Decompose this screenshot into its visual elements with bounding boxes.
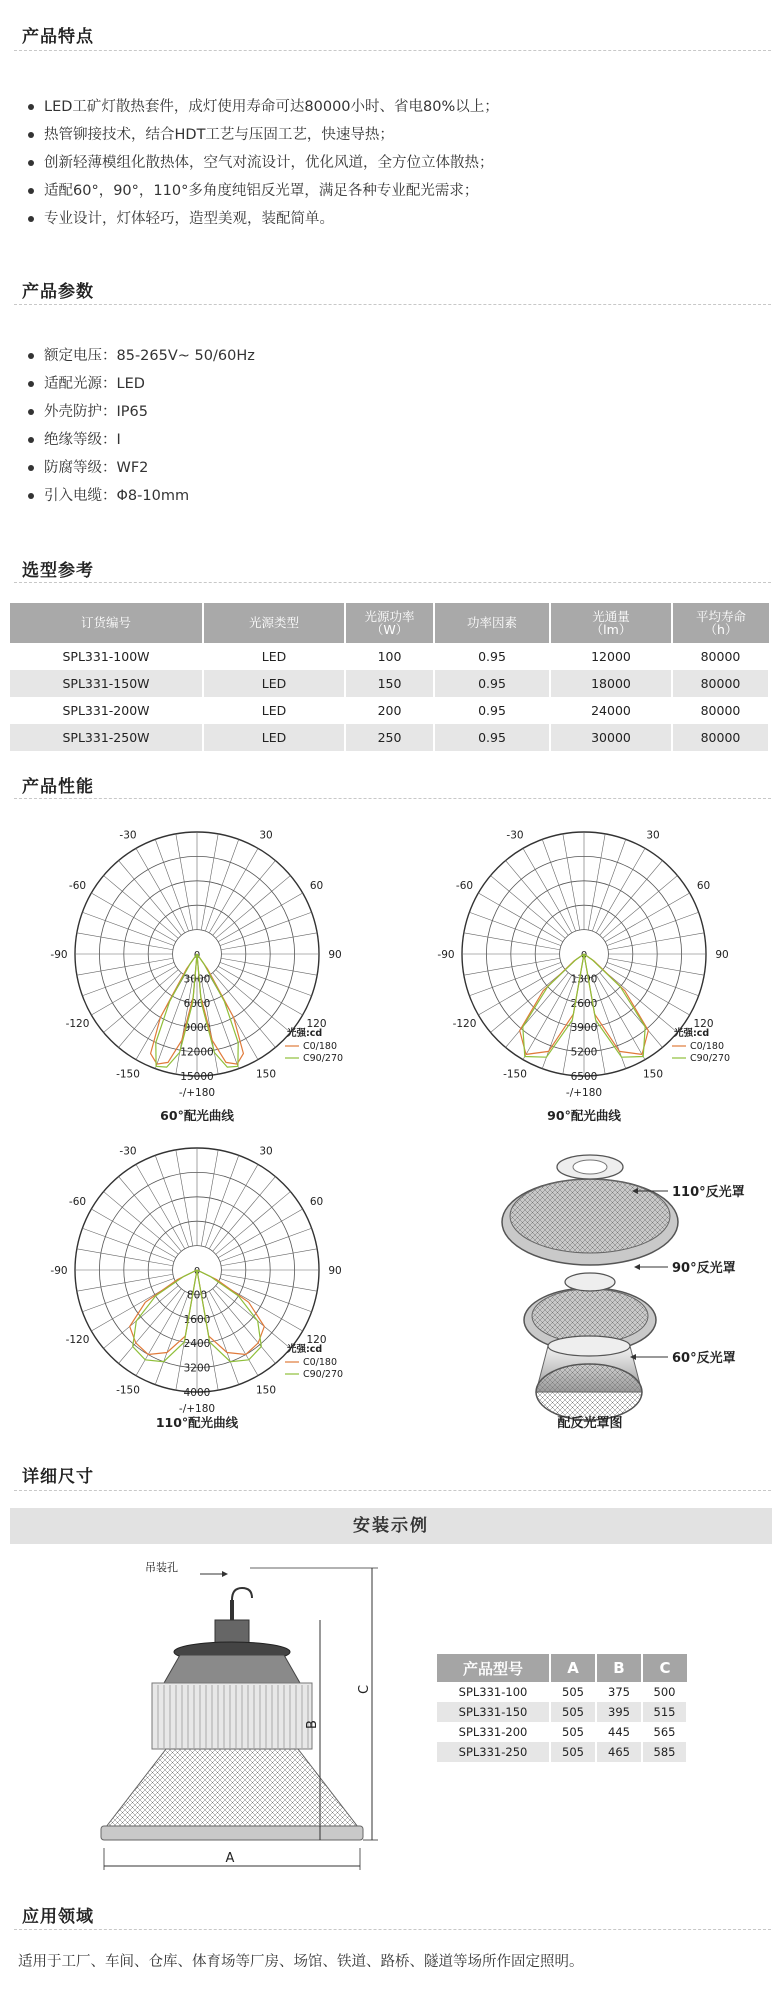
selection-divider [14, 582, 771, 583]
list-item: 专业设计，灯体轻巧，造型美观，装配简单。 [26, 205, 499, 233]
hook-icon [232, 1588, 252, 1600]
polar-spoke [155, 1155, 188, 1247]
polar-angle-label: 60 [309, 880, 324, 892]
polar-spoke [209, 1164, 258, 1249]
polar-spoke [605, 966, 690, 1015]
polar-caption: 60°配光曲线 [160, 1108, 234, 1123]
polar-spoke [469, 912, 561, 945]
polar-angle-label: -120 [65, 1334, 90, 1346]
polar-angle-label: -30 [119, 829, 137, 842]
table-row [437, 1702, 687, 1722]
polar-spoke [77, 958, 173, 975]
polar-angle-label: 60 [696, 880, 711, 892]
polar-spoke [221, 1274, 317, 1291]
cell: 565 [642, 1722, 687, 1742]
polar-spoke [77, 1274, 173, 1291]
polar-radial-label: 5200 [570, 1046, 598, 1059]
polar-chart-60 [50, 829, 343, 1123]
list-item: 防腐等级：WF2 [26, 454, 255, 482]
polar-spoke [91, 966, 176, 1015]
polar-spoke [176, 834, 193, 930]
polar-center-label: 0 [193, 950, 201, 961]
polar-spoke [216, 876, 291, 939]
header-unit: （W） [370, 622, 409, 637]
polar-angle-label: 90 [328, 1265, 342, 1277]
polar-spoke [104, 1192, 179, 1255]
polar-angle-label: -/+180 [178, 1403, 216, 1415]
polar-spoke [91, 893, 176, 942]
col-header [203, 603, 345, 643]
polar-spoke [216, 1286, 291, 1349]
cell: 0.95 [434, 724, 550, 751]
polar-angle-label: 30 [646, 829, 660, 842]
legend-label-c90: C90/270 [303, 1053, 344, 1064]
polar-spoke [478, 966, 563, 1015]
arrow-head [634, 1264, 640, 1270]
polar-spoke [82, 962, 174, 995]
polar-spoke [542, 839, 575, 931]
hook-label: 吊装孔 [145, 1561, 178, 1574]
cell: 150 [345, 670, 434, 697]
polar-spoke [205, 1155, 238, 1247]
cell: 0.95 [434, 697, 550, 724]
header-unit: （h） [704, 622, 738, 637]
cell: SPL331-250W [10, 724, 203, 751]
application-text: 适用于工厂、车间、仓库、体育场等厂房、场馆、铁道、路桥、隧道等场所作固定照明。 [18, 1954, 584, 1970]
polar-angle-label: 30 [259, 829, 273, 842]
polar-angle-label: -150 [116, 1384, 140, 1397]
legend-title: 光强:cd [287, 1028, 323, 1039]
polar-radial-label: 3900 [570, 1022, 598, 1035]
polar-spoke [82, 912, 174, 945]
polar-angle-label: -90 [50, 949, 68, 961]
table-row [10, 724, 769, 751]
polar-spoke [104, 970, 179, 1033]
polar-radial-label: 3000 [183, 973, 211, 986]
dimensions-title: 详细尺寸 [22, 1467, 94, 1487]
cell: 505 [550, 1702, 596, 1722]
install-drawing [90, 1550, 430, 1870]
cell: 250 [345, 724, 434, 751]
polar-angle-label: -30 [119, 1145, 137, 1158]
cell: SPL331-150W [10, 670, 203, 697]
reflector-110-illustration [502, 1155, 678, 1265]
polar-spoke [201, 1150, 218, 1246]
table-header-row [10, 603, 769, 643]
table-row [10, 643, 769, 670]
polar-spoke [136, 1164, 185, 1249]
header-label: 订货编号 [80, 615, 131, 631]
polar-spoke [155, 839, 188, 931]
cell: 505 [550, 1722, 596, 1742]
polar-angle-label: -120 [65, 1018, 90, 1030]
cell: 395 [596, 1702, 642, 1722]
polar-spoke [600, 861, 663, 936]
polar-spoke [104, 1286, 179, 1349]
legend-label-c90: C90/270 [303, 1369, 344, 1380]
legend-label-c0: C0/180 [690, 1041, 725, 1052]
polar-spoke [596, 848, 645, 933]
polar-radial-label: 12000 [180, 1046, 214, 1059]
table-row [437, 1722, 687, 1742]
cell: 375 [596, 1682, 642, 1702]
cell: SPL331-250 [437, 1742, 550, 1762]
polar-spoke [221, 933, 317, 950]
polar-radial-label: 15000 [180, 1071, 214, 1083]
cell: 445 [596, 1722, 642, 1742]
polar-chart-110 [50, 1145, 343, 1430]
table-row [10, 697, 769, 724]
polar-spoke [136, 1291, 185, 1376]
polar-spoke [588, 834, 605, 930]
cell: LED [203, 724, 345, 751]
polar-angle-label: 90 [715, 949, 729, 961]
polar-radial-label: 9000 [183, 1022, 211, 1035]
performance-diagrams [0, 800, 776, 1450]
polar-spoke [592, 839, 625, 931]
polar-angle-label: -150 [116, 1068, 140, 1081]
cell: 18000 [550, 670, 672, 697]
polar-angle-label: 150 [255, 1384, 277, 1397]
polar-angle-label: 60 [309, 1196, 324, 1208]
legend-title: 光强:cd [674, 1028, 710, 1039]
cell: 12000 [550, 643, 672, 670]
polar-spoke [216, 1192, 291, 1255]
features-title: 产品特点 [22, 27, 94, 47]
polar-radial-label: 6000 [183, 997, 211, 1010]
polar-spoke [464, 933, 560, 950]
polar-radial-label: 1300 [570, 973, 598, 986]
polar-angle-label: -/+180 [178, 1087, 216, 1099]
polar-radial-label: 6500 [570, 1071, 598, 1083]
header-label: 平均寿命 [695, 608, 746, 624]
polar-spoke [209, 848, 258, 933]
col-header: B [596, 1654, 642, 1682]
polar-angle-label: -30 [506, 829, 524, 842]
legend-label-c0: C0/180 [303, 1041, 338, 1052]
cell: 0.95 [434, 643, 550, 670]
list-item: LED工矿灯散热套件，成灯使用寿命可达80000小时、省电80%以上； [26, 93, 499, 121]
polar-angle-label: 30 [259, 1145, 273, 1158]
polar-spoke [176, 1150, 193, 1246]
cell: SPL331-100 [437, 1682, 550, 1702]
polar-spoke [201, 834, 218, 930]
list-item: 引入电缆：Φ8-10mm [26, 482, 255, 510]
list-item: 创新轻薄模组化散热体，空气对流设计，优化风道，全方位立体散热； [26, 149, 499, 177]
cell: 585 [642, 1742, 687, 1762]
performance-title: 产品性能 [22, 777, 94, 797]
polar-spoke [213, 1177, 276, 1252]
polar-spoke [464, 958, 560, 975]
polar-spoke [605, 893, 690, 942]
polar-spoke [77, 933, 173, 950]
selection-table [10, 603, 770, 751]
polar-radial-label: 2400 [183, 1338, 211, 1351]
polar-spoke [205, 839, 238, 931]
reflector-label: 60°反光罩 [672, 1351, 736, 1366]
polar-angle-label: 150 [642, 1068, 664, 1081]
features-list [26, 93, 499, 233]
cell: 200 [345, 697, 434, 724]
polar-spoke [218, 966, 303, 1015]
install-title-band: 安装示例 [10, 1508, 772, 1544]
polar-spoke [209, 1291, 258, 1376]
polar-spoke [220, 912, 312, 945]
list-item: 外壳防护：IP65 [26, 398, 255, 426]
polar-spoke [136, 848, 185, 933]
dim-b-label: B [305, 1720, 320, 1729]
polar-radial-label: 800 [186, 1289, 208, 1302]
col-header [345, 603, 434, 643]
header-label: 光源功率 [364, 608, 415, 624]
list-item: 绝缘等级：I [26, 426, 255, 454]
polar-spoke [82, 1278, 174, 1311]
cell: LED [203, 697, 345, 724]
polar-spoke [506, 861, 569, 936]
polar-spoke [216, 970, 291, 1033]
col-header [434, 603, 550, 643]
application-divider [14, 1929, 771, 1930]
polar-spoke [218, 893, 303, 942]
cell: 24000 [550, 697, 672, 724]
reflector-rim [101, 1826, 363, 1840]
polar-spoke [491, 876, 566, 939]
header-label: 光通量 [592, 608, 630, 624]
list-item: 适配60°，90°，110°多角度纯铝反光罩，满足各种专业配光需求； [26, 177, 499, 205]
polar-spoke [603, 876, 678, 939]
cell: 100 [345, 643, 434, 670]
reflector-label: 90°反光罩 [672, 1261, 736, 1276]
reflector-caption: 配反光罩图 [557, 1416, 623, 1431]
polar-angle-label: -120 [452, 1018, 477, 1030]
selection-title: 选型参考 [22, 561, 94, 581]
col-header [672, 603, 769, 643]
header-unit: （lm） [590, 622, 632, 637]
polar-radial-label: 3200 [183, 1362, 211, 1375]
legend-title: 光强:cd [287, 1344, 323, 1355]
cell: SPL331-150 [437, 1702, 550, 1722]
polar-spoke [82, 1228, 174, 1261]
polar-spoke [220, 962, 312, 995]
cell: 515 [642, 1702, 687, 1722]
cell: 500 [642, 1682, 687, 1702]
polar-spoke [221, 958, 317, 975]
polar-caption: 90°配光曲线 [547, 1108, 621, 1123]
polar-angle-label: -90 [437, 949, 455, 961]
polar-spoke [91, 1209, 176, 1258]
polar-angle-label: -150 [503, 1068, 527, 1081]
polar-radial-label: 1600 [183, 1313, 211, 1326]
polar-radial-label: 4000 [183, 1387, 211, 1399]
polar-angle-label: 90 [328, 949, 342, 961]
cell: LED [203, 643, 345, 670]
list-item: 额定电压：85-265V~ 50/60Hz [26, 342, 255, 370]
cell: 0.95 [434, 670, 550, 697]
cell: 80000 [672, 670, 769, 697]
polar-angle-label: 150 [255, 1068, 277, 1081]
polar-caption: 110°配光曲线 [155, 1415, 239, 1430]
polar-spoke [220, 1278, 312, 1311]
polar-spoke [221, 1249, 317, 1266]
polar-angle-label: 120 [306, 1334, 327, 1346]
polar-spoke [491, 970, 566, 1033]
polar-spoke [218, 1209, 303, 1258]
polar-spoke [119, 1177, 182, 1252]
performance-divider [14, 798, 771, 799]
polar-spoke [119, 861, 182, 936]
polar-angle-label: -60 [68, 880, 87, 892]
header-label: 光源类型 [248, 615, 299, 631]
polar-spoke [478, 893, 563, 942]
cell: 80000 [672, 697, 769, 724]
cell: SPL331-200W [10, 697, 203, 724]
col-header [10, 603, 203, 643]
polar-spoke [119, 1289, 182, 1364]
polar-spoke [77, 1249, 173, 1266]
col-header: C [642, 1654, 687, 1682]
polar-spoke [608, 958, 704, 975]
polar-spoke [563, 834, 580, 930]
polar-spoke [220, 1228, 312, 1261]
cell: 505 [550, 1682, 596, 1702]
params-title: 产品参数 [22, 282, 94, 302]
polar-spoke [213, 973, 276, 1048]
cell: 80000 [672, 643, 769, 670]
polar-angle-label: -90 [50, 1265, 68, 1277]
legend-label-c90: C90/270 [690, 1053, 731, 1064]
cell: LED [203, 670, 345, 697]
table-row [437, 1742, 687, 1762]
table-row [437, 1682, 687, 1702]
dim-a-label: A [225, 1851, 235, 1866]
reflectors-illustration [502, 1155, 745, 1431]
polar-spoke [213, 861, 276, 936]
params-list [26, 342, 255, 510]
polar-spoke [607, 912, 699, 945]
polar-radial-label: 2600 [570, 997, 598, 1010]
polar-spoke [104, 876, 179, 939]
polar-spoke [213, 1289, 276, 1364]
polar-spoke [119, 973, 182, 1048]
list-item: 热管铆接技术，结合HDT工艺与压固工艺，快速导热； [26, 121, 499, 149]
dimensions-divider [14, 1490, 771, 1491]
features-divider [14, 50, 771, 51]
reflector-label: 110°反光罩 [672, 1185, 745, 1200]
polar-angle-label: 120 [693, 1018, 714, 1030]
polar-spoke [603, 970, 678, 1033]
table-row [10, 670, 769, 697]
polar-chart-90 [437, 829, 730, 1123]
cell: 465 [596, 1742, 642, 1762]
polar-spoke [608, 933, 704, 950]
polar-angle-label: -60 [68, 1196, 87, 1208]
cell: SPL331-100W [10, 643, 203, 670]
table-header-row [437, 1654, 687, 1682]
header-label: 功率因素 [466, 615, 517, 631]
cell: 30000 [550, 724, 672, 751]
polar-spoke [469, 962, 561, 995]
polar-angle-label: -60 [455, 880, 474, 892]
cell: SPL331-200 [437, 1722, 550, 1742]
top-ring [164, 1655, 300, 1683]
params-divider [14, 304, 771, 305]
polar-spoke [607, 962, 699, 995]
polar-spoke [523, 848, 572, 933]
polar-center-label: 0 [580, 950, 588, 961]
polar-angle-label: -/+180 [565, 1087, 603, 1099]
legend-label-c0: C0/180 [303, 1357, 338, 1368]
polar-angle-label: 120 [306, 1018, 327, 1030]
col-header [550, 603, 672, 643]
polar-center-label: 0 [193, 1266, 201, 1277]
reflector-60-illustration [536, 1336, 642, 1420]
col-header: 产品型号 [437, 1654, 550, 1682]
arrow-head [222, 1571, 228, 1577]
dim-c-label: C [357, 1684, 372, 1694]
col-header: A [550, 1654, 596, 1682]
cell: 505 [550, 1742, 596, 1762]
list-item: 适配光源：LED [26, 370, 255, 398]
application-title: 应用领域 [22, 1907, 94, 1927]
cell: 80000 [672, 724, 769, 751]
dimension-table [437, 1654, 688, 1762]
